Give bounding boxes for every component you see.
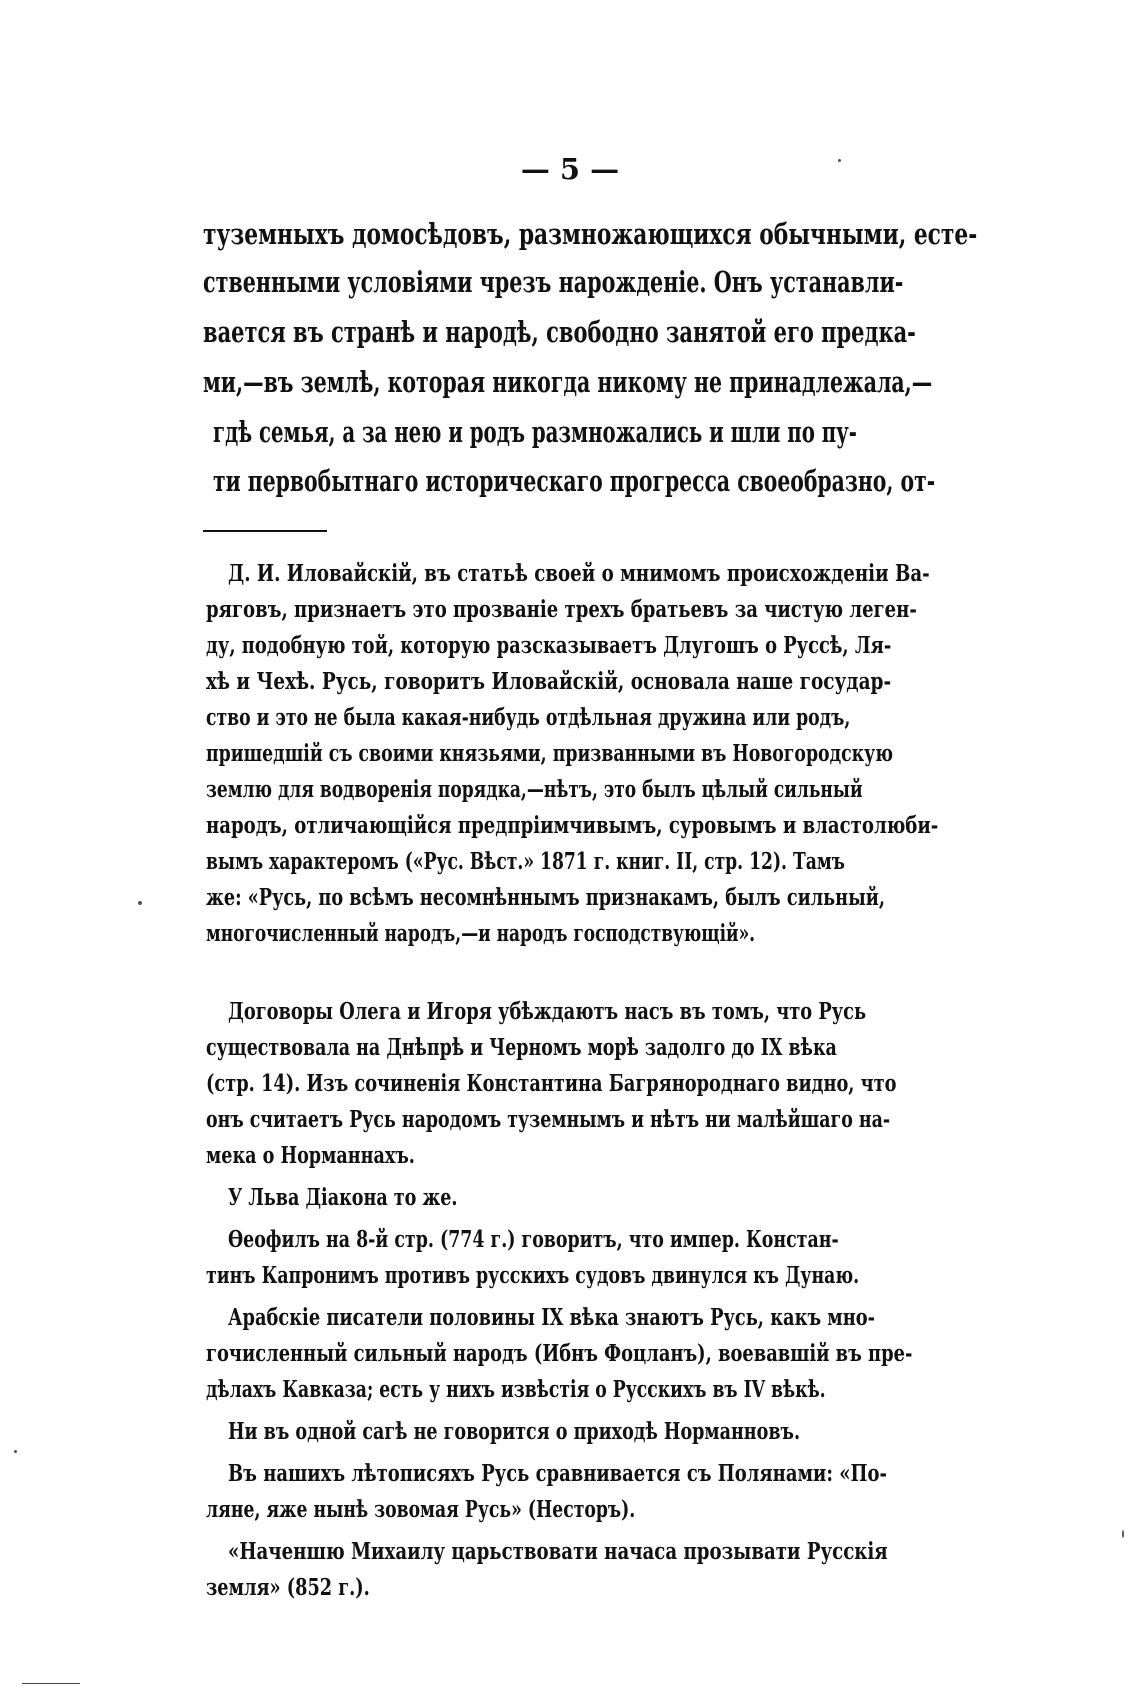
note-line: же: «Русь, по всѣмъ несомнѣннымъ признакамъ, былъ сильный, (206, 884, 886, 911)
note-line: Арабскіе писатели половины IX вѣка знаютъ Русь, какъ мно- (228, 1304, 876, 1331)
note-line: онъ считаетъ Русь народомъ туземнымъ и нѣтъ ни малѣйшаго на- (206, 1106, 891, 1133)
note-line: У Льва Діакона то же. (228, 1184, 458, 1211)
note-line: существовала на Днѣпрѣ и Черномъ морѣ задолго до IX вѣка (206, 1034, 837, 1061)
note-line: землю для водворенія порядка,—нѣтъ, это былъ цѣлый сильный (206, 776, 863, 803)
page-number: — 5 — (520, 152, 620, 186)
note-line: дѣлахъ Кавказа; есть у нихъ извѣстія о Русскихъ въ IV вѣкѣ. (206, 1376, 826, 1403)
note-line: ство и это не была какая-нибудь отдѣльная дружина или родъ, (206, 704, 851, 731)
note-line: народъ, отличающійся предпріимчивымъ, суровымъ и властолюби- (206, 812, 939, 839)
note-line: вымъ характеромъ («Рус. Вѣст.» 1871 г. книг. II, стр. 12). Тамъ (206, 848, 845, 875)
note-line: «Наченшю Михаилу царьствовати начаса прозывати Русскія (228, 1538, 888, 1565)
note-line: ду, подобную той, которую разсказываетъ Длугошъ о Руссѣ, Ля- (206, 632, 892, 659)
note-line: ляне, яже нынѣ зовомая Русь» (Несторъ). (206, 1496, 636, 1523)
note-line: ряговъ, признаетъ это прозваніе трехъ братьевъ за чистую леген- (206, 596, 917, 623)
note-line: пришедшій съ своими князьями, призванными въ Новогородскую (206, 740, 893, 767)
note-line: (стр. 14). Изъ сочиненія Константина Багрянороднаго видно, что (206, 1070, 897, 1097)
main-text-line: ственными условіями чрезъ нарожденіе. Онъ устанавли- (203, 265, 904, 299)
note-line: Д. И. Иловайскій, въ статьѣ своей о мнимомъ происхожденіи Ва- (228, 560, 930, 587)
note-line: многочисленный народъ,—и народъ господствующій». (206, 920, 756, 947)
main-text-line: ми,—въ землѣ, которая никогда никому не принадлежала,— (203, 365, 933, 399)
scan-speck (14, 1450, 17, 1453)
scan-speck (1122, 1530, 1124, 1538)
main-text-line: гдѣ семья, а за нею и родъ размножались и шли по пу- (213, 415, 857, 449)
scan-speck (838, 159, 841, 162)
note-line: земля» (852 г.). (206, 1574, 370, 1601)
footnote-separator (203, 530, 327, 532)
note-line: Договоры Олега и Игоря убѣждаютъ насъ въ томъ, что Русь (228, 998, 867, 1025)
note-line: мека о Норманнахъ. (206, 1142, 415, 1169)
main-text-line: ти первобытнаго историческаго прогресса своеобразно, от- (213, 464, 936, 498)
note-line: Въ нашихъ лѣтописяхъ Русь сравнивается съ Полянами: «По- (228, 1460, 887, 1487)
scan-edge-mark (22, 1683, 80, 1684)
scan-speck (138, 901, 142, 905)
main-text-line: вается въ странѣ и народѣ, свободно занятой его предка- (203, 315, 916, 349)
note-line: Ѳеофилъ на 8-й стр. (774 г.) говоритъ, что импер. Констан- (228, 1226, 839, 1253)
note-line: хѣ и Чехѣ. Русь, говоритъ Иловайскій, основала наше государ- (206, 668, 892, 695)
note-line: Ни въ одной сагѣ не говорится о приходѣ Норманновъ. (228, 1418, 801, 1445)
note-line: гочисленный сильный народъ (Ибнъ Фоцланъ), воевавшій въ пре- (206, 1340, 913, 1367)
note-line: тинъ Капронимъ противъ русскихъ судовъ двинулся къ Дунаю. (206, 1262, 860, 1289)
main-text-line: туземныхъ домосѣдовъ, размножающихся обычными, есте- (203, 217, 978, 251)
